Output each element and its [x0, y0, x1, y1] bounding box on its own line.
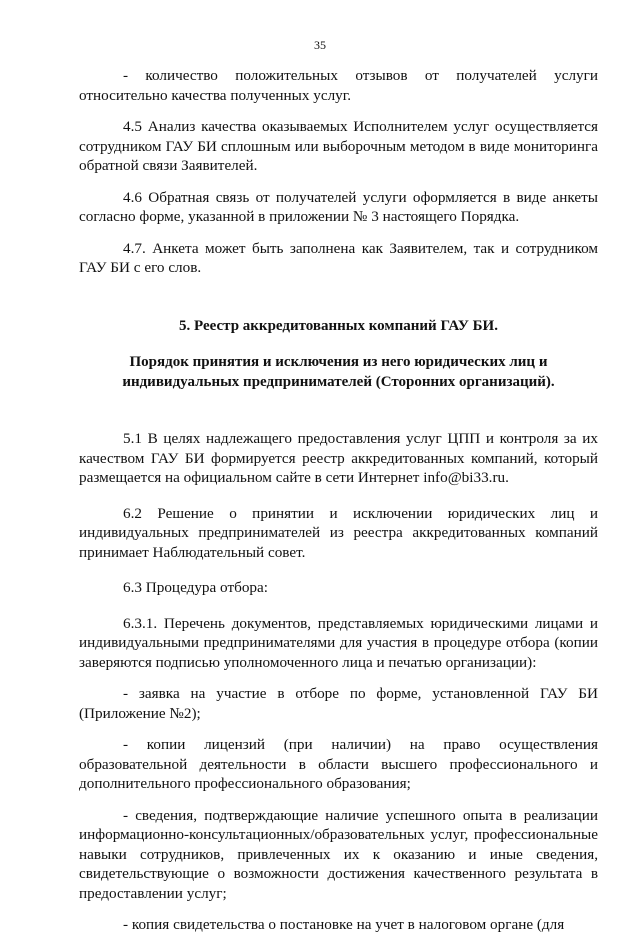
page-number: 35 [314, 38, 326, 52]
list-item-licenses: - копии лицензий (при наличии) на право осуществления образовательной деятельности в области высшего профессионального и дополнительного профессионального образования; [79, 736, 598, 792]
section-title: 5. Реестр аккредитованных компаний ГАУ БИ. [179, 317, 498, 334]
page-content [79, 66, 598, 935]
list-item-tax-certificate: - копия свидетельства о постановке на учет в налоговом органе (для [123, 916, 565, 933]
paragraph-6-3: 6.3 Процедура отбора: [123, 579, 268, 596]
paragraph-4-5: 4.5 Анализ качества оказываемых Исполнителем услуг осуществляется сотрудником ГАУ БИ сплошным или выборочным методом в виде мониторинга обратной связи Заявителей. [79, 118, 598, 174]
list-item-experience: - сведения, подтверждающие наличие успешного опыта в реализации информационно-консультационных/образовательных услуг, профессиональные навыки сотрудников, привлеченных их к оказанию и иные сведения, свидетельствующие о возможности достижения качественного результата в предоставлении услуг; [79, 806, 598, 902]
paragraph-feedback-count: - количество положительных отзывов от получателей услуги относительно качества полученных услуг. [79, 67, 598, 104]
section-subtitle: Порядок принятия и исключения из него юридических лиц и индивидуальных предпринимателей (Сторонних организаций). [122, 354, 555, 390]
list-item-application: - заявка на участие в отборе по форме, установленной ГАУ БИ (Приложение №2); [79, 685, 598, 722]
paragraph-6-3-1: 6.3.1. Перечень документов, представляемых юридическими лицами и индивидуальными предпринимателями для участия в процедуре отбора (копии заверяются подписью уполномоченного лица и печатью организации): [79, 614, 598, 671]
paragraph-4-6: 4.6 Обратная связь от получателей услуги оформляется в виде анкеты согласно форме, указанной в приложении № 3 настоящего Порядка. [79, 188, 598, 225]
paragraph-5-1: 5.1 В целях надлежащего предоставления услуг ЦПП и контроля за их качеством ГАУ БИ формируется реестр аккредитованных компаний, который размещается на официальном сайте в сети Интернет info@bi33.ru. [79, 430, 598, 486]
paragraph-6-2: 6.2 Решение о принятии и исключении юридических лиц и индивидуальных предпринимателей из реестра аккредитованных компаний принимает Наблюдательный совет. [79, 504, 598, 561]
paragraph-4-7: 4.7. Анкета может быть заполнена как Заявителем, так и сотрудником ГАУ БИ с его слов. [79, 239, 598, 276]
